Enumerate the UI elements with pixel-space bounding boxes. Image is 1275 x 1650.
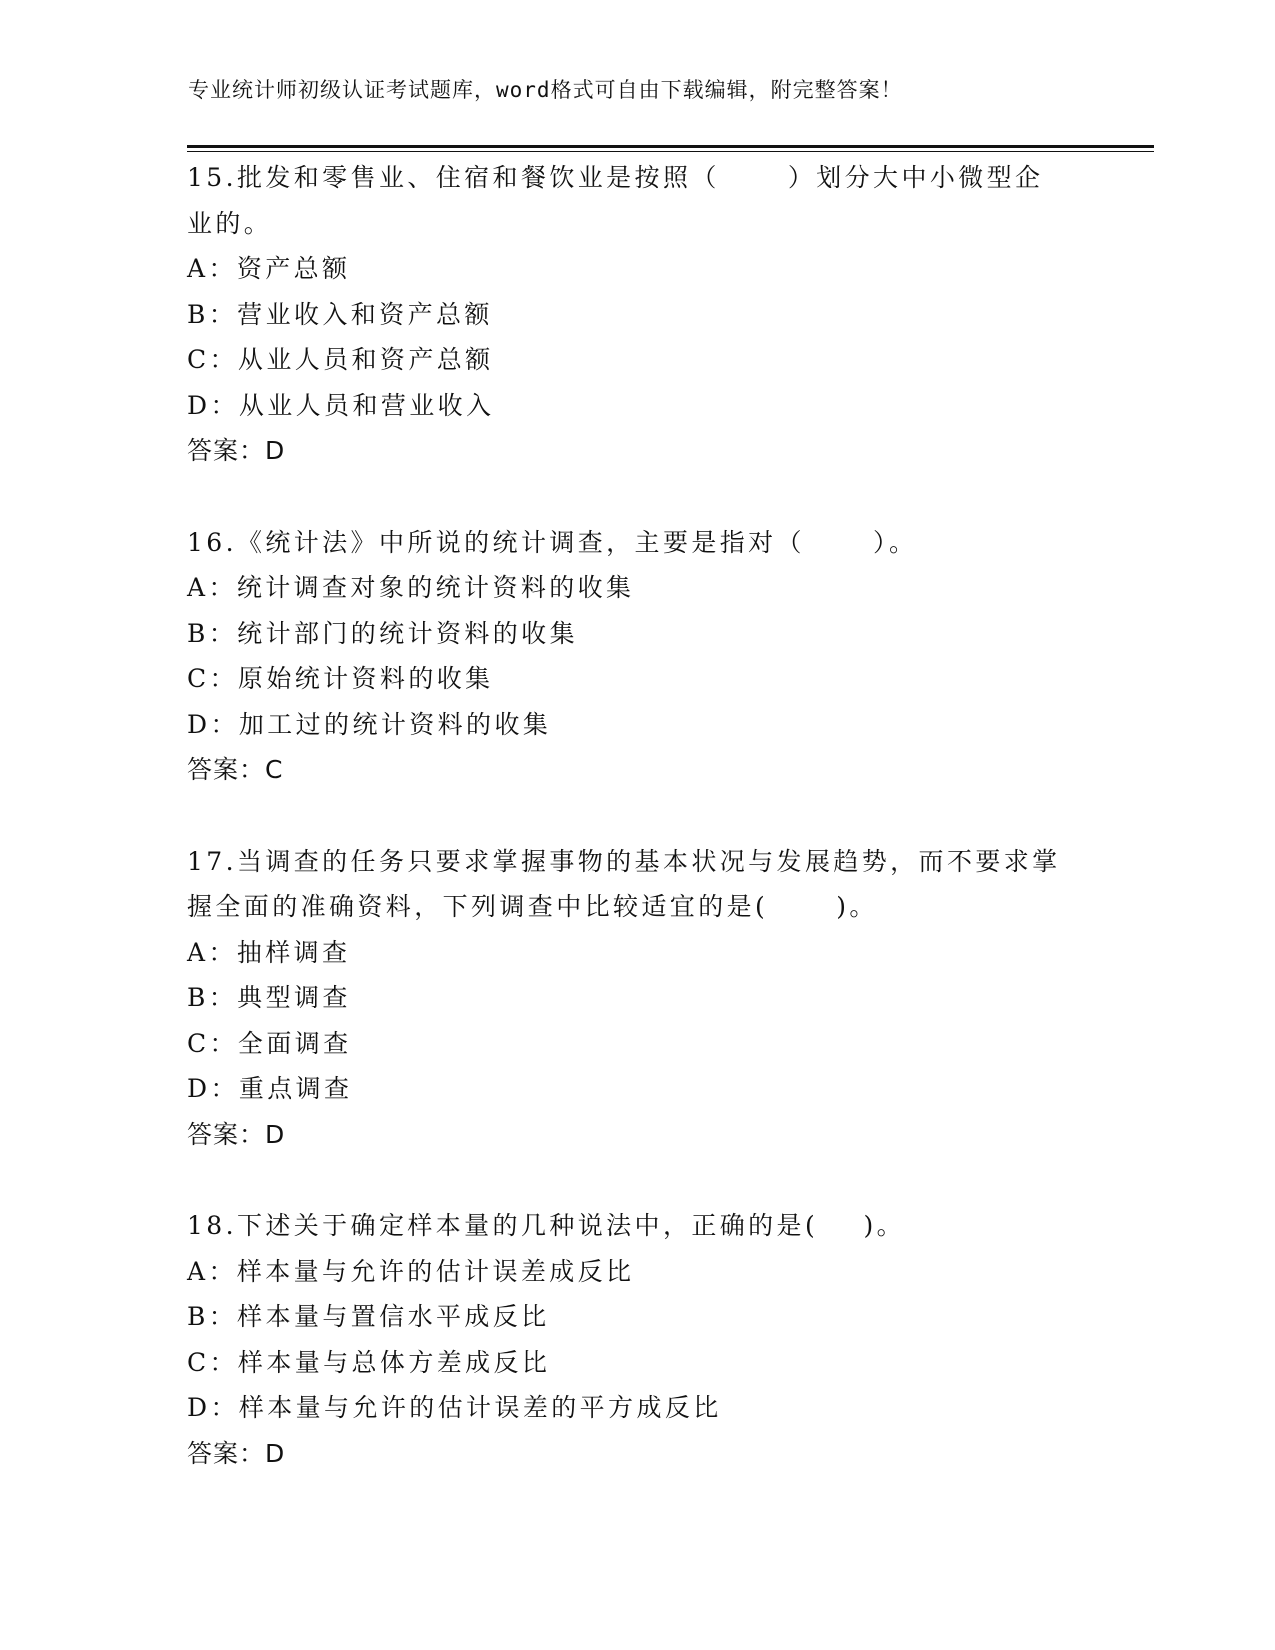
option-d: D：样本量与允许的估计误差的平方成反比 — [187, 1393, 722, 1422]
option-c: C：原始统计资料的收集 — [187, 664, 494, 693]
answer: 答案：D — [187, 436, 286, 465]
header-rule-thin — [187, 151, 1154, 152]
option-b: B：典型调查 — [187, 983, 351, 1012]
option-b: B：样本量与置信水平成反比 — [187, 1302, 550, 1331]
question-stem: 16.《统计法》中所说的统计调查，主要是指对（ ）。 — [187, 527, 918, 557]
option-a: A：统计调查对象的统计资料的收集 — [187, 573, 635, 602]
option-c: C：全面调查 — [187, 1028, 352, 1058]
option-d: D：重点调查 — [187, 1074, 353, 1103]
question-stem: 15.批发和零售业、住宿和餐饮业是按照（ ）划分大中小微型企 — [187, 163, 1044, 192]
option-c: C：样本量与总体方差成反比 — [187, 1347, 551, 1377]
header-rule-thick — [187, 145, 1154, 148]
question-17 — [187, 839, 1087, 1158]
question-stem: 握全面的准确资料，下列调查中比较适宜的是( )。 — [187, 892, 878, 921]
question-15 — [187, 155, 1087, 474]
answer: 答案：C — [187, 755, 284, 784]
option-d: D：从业人员和营业收入 — [187, 390, 495, 420]
option-c: C：从业人员和资产总额 — [187, 345, 494, 374]
page-header: 专业统计师初级认证考试题库，word格式可自由下载编辑，附完整答案！ — [188, 78, 903, 102]
option-a: A：抽样调查 — [187, 937, 351, 967]
question-stem: 17.当调查的任务只要求掌握事物的基本状况与发展趋势，而不要求掌 — [187, 846, 1061, 876]
question-stem: 18.下述关于确定样本量的几种说法中，正确的是( )。 — [187, 1211, 906, 1240]
question-list — [187, 155, 1087, 1522]
answer: 答案：D — [187, 1438, 286, 1468]
question-16 — [187, 520, 1087, 793]
option-a: A：样本量与允许的估计误差成反比 — [187, 1256, 635, 1286]
option-a: A：资产总额 — [187, 254, 351, 283]
option-b: B：统计部门的统计资料的收集 — [187, 618, 578, 648]
question-18 — [187, 1203, 1087, 1476]
option-d: D：加工过的统计资料的收集 — [187, 709, 552, 739]
option-b: B：营业收入和资产总额 — [187, 299, 493, 329]
answer: 答案：D — [187, 1119, 286, 1149]
question-stem: 业的。 — [187, 208, 273, 238]
